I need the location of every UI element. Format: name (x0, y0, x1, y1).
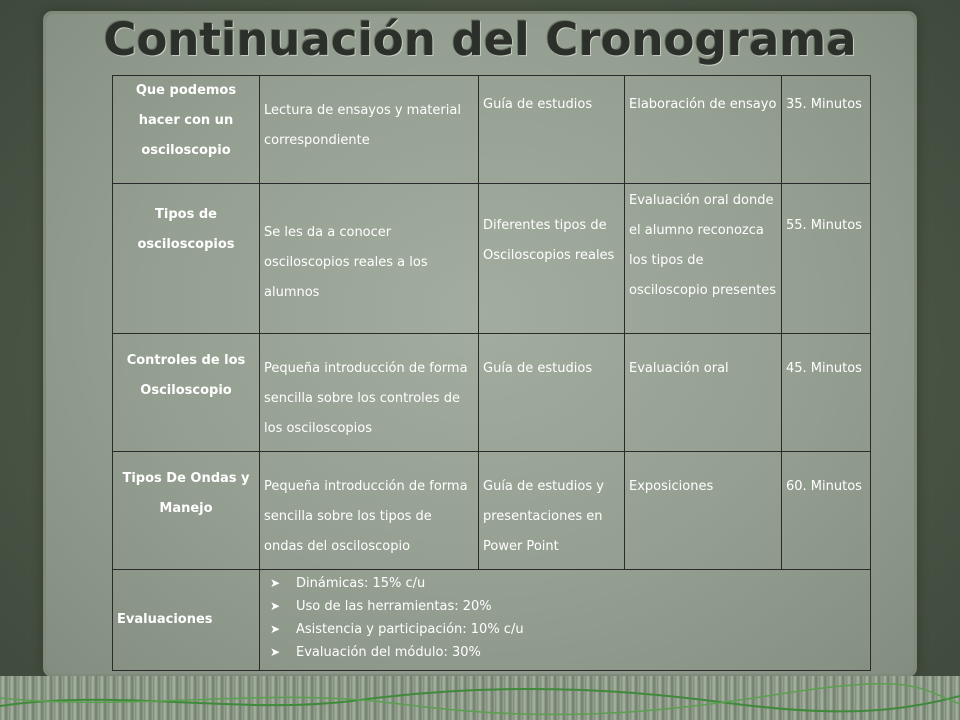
resource-cell: Guía de estudios y presentaciones en Power Point (479, 452, 625, 570)
arrow-bullet-icon: ➤ (270, 599, 281, 613)
activity-cell: Se les da a conocer osciloscopios reales a los alumnos (260, 184, 479, 334)
arrow-bullet-icon: ➤ (270, 622, 281, 636)
evaluations-label: Evaluaciones (113, 570, 260, 671)
topic-cell: Tipos De Ondas y Manejo (113, 452, 260, 570)
evaluation-cell: Evaluación oral donde el alumno reconozca los tipos de osciloscopio presentes (625, 184, 782, 334)
evaluations-list-cell (260, 570, 871, 671)
time-cell: 35. Minutos (782, 76, 871, 184)
activity-cell: Lectura de ensayos y material correspondiente (260, 76, 479, 184)
time-cell: 55. Minutos (782, 184, 871, 334)
arrow-bullet-icon: ➤ (270, 645, 281, 659)
evaluation-cell: Exposiciones (625, 452, 782, 570)
topic-cell: Tipos de osciloscopios (113, 184, 260, 334)
footer-wave-decoration (0, 676, 960, 720)
schedule-table (112, 75, 871, 671)
evaluation-cell: Elaboración de ensayo (625, 76, 782, 184)
resource-cell: Guía de estudios (479, 334, 625, 452)
list-item: ➤ Uso de las herramientas: 20% (270, 595, 866, 618)
topic-cell: Controles de los Osciloscopio (113, 334, 260, 452)
table-row (113, 184, 871, 334)
list-item: ➤ Evaluación del módulo: 30% (270, 641, 866, 664)
table-row (113, 570, 871, 671)
list-item: ➤ Dinámicas: 15% c/u (270, 572, 866, 595)
table-row (113, 452, 871, 570)
list-item: ➤ Asistencia y participación: 10% c/u (270, 618, 866, 641)
topic-cell: Que podemos hacer con un osciloscopio (113, 76, 260, 184)
table-row (113, 76, 871, 184)
evaluation-cell: Evaluación oral (625, 334, 782, 452)
resource-cell: Diferentes tipos de Osciloscopios reales (479, 184, 625, 334)
activity-cell: Pequeña introducción de forma sencilla sobre los tipos de ondas del osciloscopio (260, 452, 479, 570)
table-row (113, 334, 871, 452)
evaluations-list (264, 570, 866, 670)
time-cell: 60. Minutos (782, 452, 871, 570)
resource-cell: Guía de estudios (479, 76, 625, 184)
time-cell: 45. Minutos (782, 334, 871, 452)
activity-cell: Pequeña introducción de forma sencilla sobre los controles de los osciloscopios (260, 334, 479, 452)
slide-title: Continuación del Cronograma (103, 13, 857, 66)
arrow-bullet-icon: ➤ (270, 576, 281, 590)
